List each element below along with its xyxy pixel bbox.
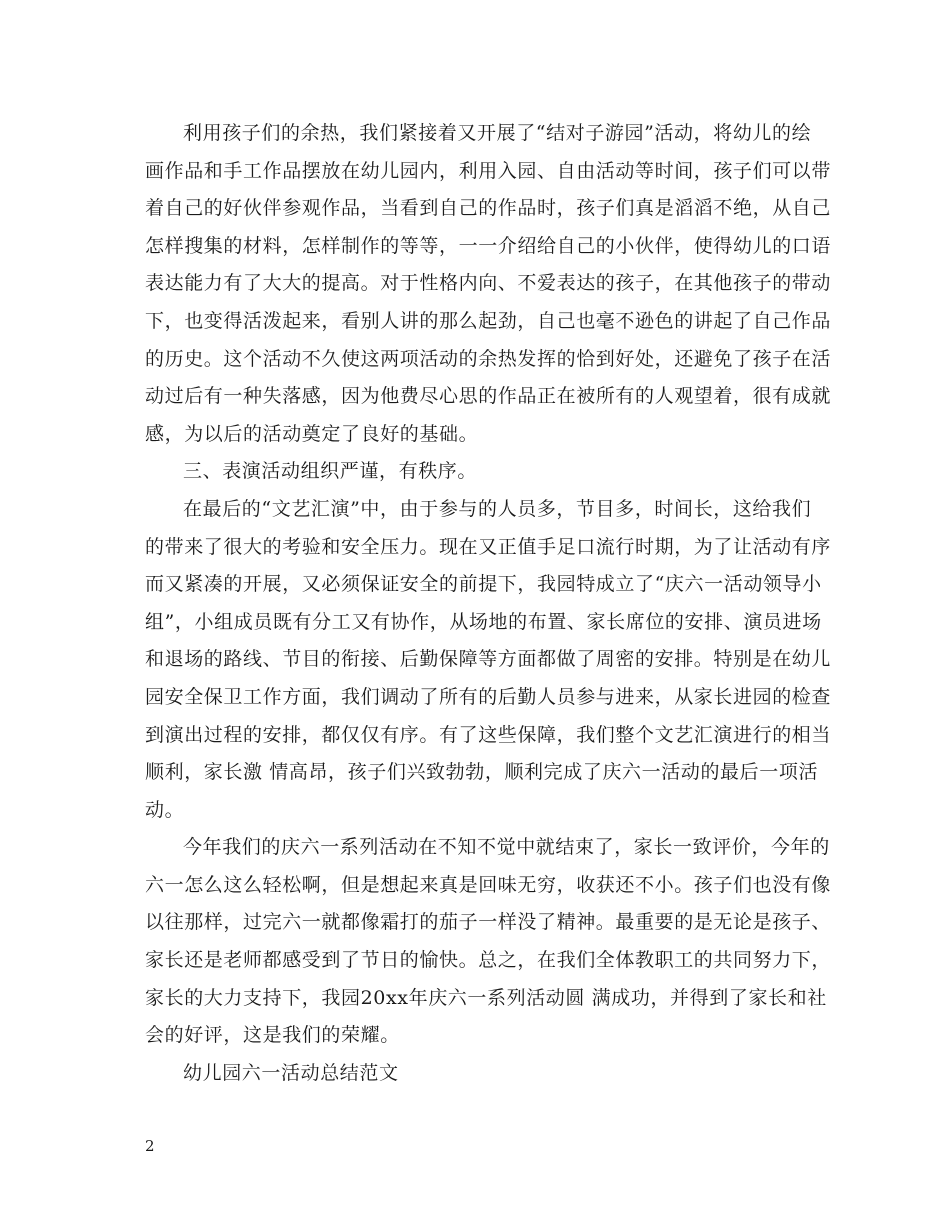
paragraph-pair-activity	[145, 115, 832, 453]
text-line: 的带来了很大的考验和安全压力。现在又正值手足口流行时期，为了让活动有序	[145, 535, 832, 558]
page-number: 2	[145, 1137, 155, 1155]
text-line: 园安全保卫工作方面，我们调动了所有的后勤人员参与进来，从家长进园的检查	[145, 685, 832, 708]
text-line: 利用孩子们的余热，我们紧接着又开展了“结对子游园”活动，将幼儿的绘	[183, 122, 812, 144]
text-line: 以往那样，过完六一就都像霜打的茄子一样没了精神。最重要的是无论是孩子、	[145, 911, 832, 934]
text-line: 怎样搜集的材料，怎样制作的等等，一一介绍给自己的小伙伴，使得幼儿的口语	[145, 234, 832, 257]
text-line: 组”，小组成员既有分工又有协作，从场地的布置、家长席位的安排、演员进场	[145, 610, 822, 633]
text-line: 感，为以后的活动奠定了良好的基础。	[145, 422, 479, 445]
text-line: 和退场的路线、节目的衔接、后勤保障等方面都做了周密的安排。特别是在幼儿	[145, 648, 832, 671]
text-line: 画作品和手工作品摆放在幼儿园内，利用入园、自由活动等时间，孩子们可以带	[145, 159, 832, 182]
text-line: 在最后的“文艺汇演”中，由于参与的人员多，节目多，时间长，这给我们	[183, 497, 812, 520]
text-line: 动。	[145, 798, 185, 821]
text-line: 到演出过程的安排，都仅仅有序。有了这些保障，我们整个文艺汇演进行的相当	[145, 723, 832, 746]
text-line: 家长还是老师都感受到了节日的愉快。总之，在我们全体教职工的共同努力下，	[145, 949, 832, 972]
text-line: 家长的大力支持下，我园20xx年庆六一系列活动圆 满成功，并得到了家长和社	[145, 986, 827, 1009]
heading-line: 三、表演活动组织严谨，有秩序。	[183, 460, 478, 483]
text-line: 六一怎么这么轻松啊，但是想起来真是回味无穷，收获还不小。孩子们也没有像	[145, 873, 832, 896]
text-line: 而又紧凑的开展，又必须保证安全的前提下，我园特成立了“庆六一活动领导小	[145, 573, 822, 596]
paragraph-conclusion	[145, 829, 832, 1055]
text-line: 动过后有一种失落感，因为他费尽心思的作品正在被所有的人观望着，很有成就	[145, 385, 832, 408]
subtitle-line: 幼儿园六一活动总结范文	[183, 1061, 399, 1084]
text-line: 的历史。这个活动不久使这两项活动的余热发挥的恰到好处，还避免了孩子在活	[145, 347, 832, 370]
text-line: 下，也变得活泼起来，看别人讲的那么起劲，自己也毫不逊色的讲起了自己作品	[145, 309, 832, 332]
document-body	[145, 115, 832, 1092]
text-line: 今年我们的庆六一系列活动在不知不觉中就结束了，家长一致评价，今年的	[183, 836, 830, 859]
text-line: 会的好评，这是我们的荣耀。	[145, 1024, 400, 1047]
section-heading	[145, 453, 815, 491]
text-line: 表达能力有了大大的提高。对于性格内向、不爱表达的孩子，在其他孩子的带动	[145, 272, 832, 295]
paragraph-performance	[145, 491, 832, 829]
document-subtitle	[145, 1055, 815, 1093]
text-line: 着自己的好伙伴参观作品，当看到自己的作品时，孩子们真是滔滔不绝，从自己	[145, 197, 832, 220]
text-line: 顺利，家长激 情高昂，孩子们兴致勃勃，顺利完成了庆六一活动的最后一项活	[145, 761, 819, 784]
